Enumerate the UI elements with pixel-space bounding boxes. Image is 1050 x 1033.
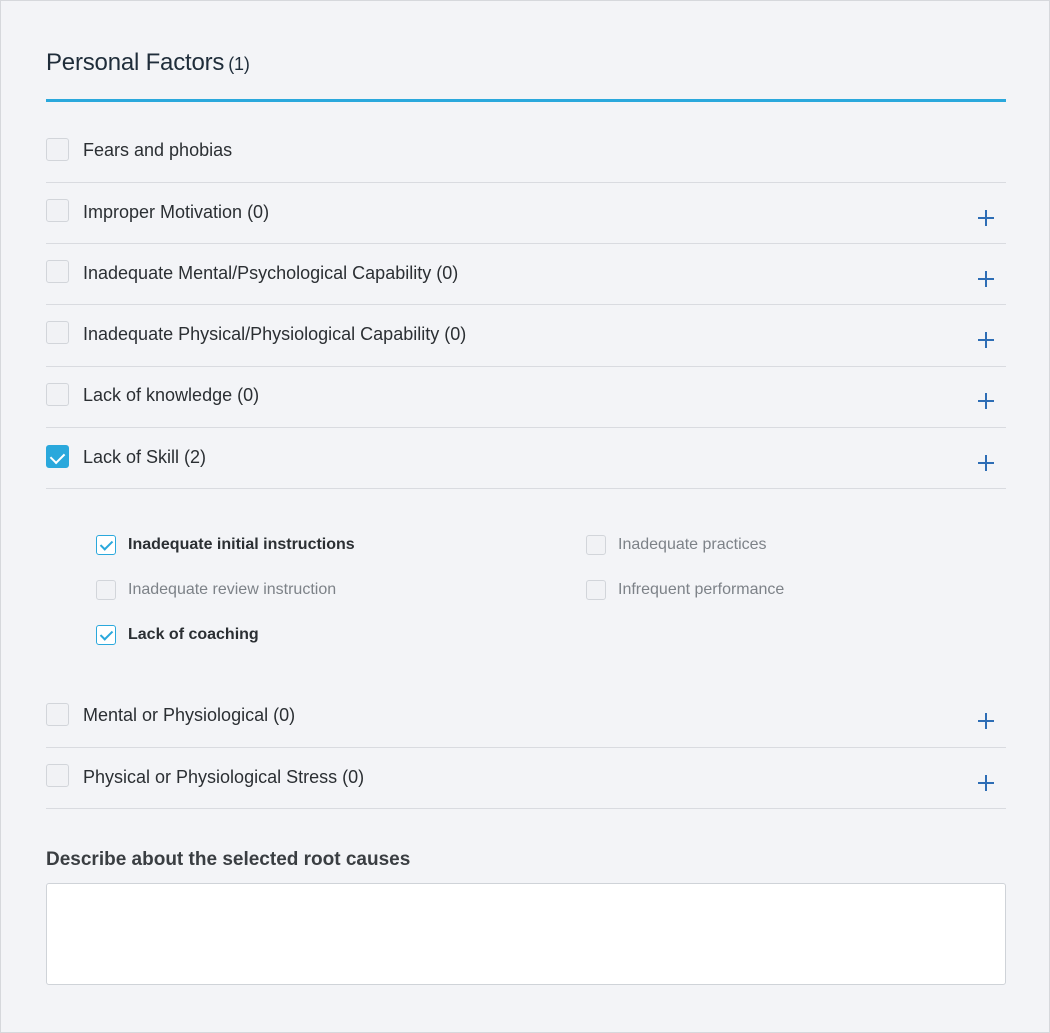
subitem-label: Inadequate initial instructions — [128, 536, 355, 553]
checkmark-icon — [100, 627, 113, 640]
checkbox-checked[interactable] — [96, 625, 116, 645]
description-label: Describe about the selected root causes — [46, 849, 411, 870]
checkbox[interactable] — [46, 703, 69, 726]
checkbox[interactable] — [46, 138, 69, 161]
expand-plus-icon[interactable] — [978, 455, 994, 471]
checkbox[interactable] — [46, 764, 69, 787]
subitem-label: Infrequent performance — [618, 581, 785, 598]
factor-row-mental-physiological[interactable] — [46, 686, 1006, 748]
factor-label: Lack of Skill (2) — [83, 447, 207, 467]
checkmark-icon — [100, 537, 113, 550]
checkbox[interactable] — [46, 199, 69, 222]
checkbox[interactable] — [46, 383, 69, 406]
subitem-label: Inadequate review instruction — [128, 581, 337, 598]
expand-plus-icon[interactable] — [978, 210, 994, 226]
checkbox-checked[interactable] — [46, 445, 69, 468]
subitem-label: Lack of coaching — [128, 626, 259, 643]
section-title: Personal Factors — [46, 49, 225, 76]
checkbox[interactable] — [46, 321, 69, 344]
factor-row-improper-motivation[interactable] — [46, 183, 1006, 244]
factor-label: Lack of knowledge (0) — [83, 385, 260, 405]
checkbox[interactable] — [586, 580, 606, 600]
checkbox[interactable] — [46, 260, 69, 283]
checkbox[interactable] — [96, 580, 116, 600]
description-textarea[interactable] — [46, 883, 1006, 985]
subitem-label: Inadequate practices — [618, 536, 767, 553]
factor-row-fears[interactable] — [46, 121, 1006, 183]
factor-label: Fears and phobias — [83, 140, 233, 160]
factor-row-physical-capability[interactable] — [46, 305, 1006, 367]
section-count: (1) — [228, 54, 250, 74]
header-divider — [46, 99, 1006, 102]
factor-label: Mental or Physiological (0) — [83, 705, 296, 725]
expand-plus-icon[interactable] — [978, 393, 994, 409]
factor-label: Improper Motivation (0) — [83, 202, 270, 222]
expand-plus-icon[interactable] — [978, 271, 994, 287]
factor-label: Physical or Physiological Stress (0) — [83, 767, 365, 787]
factor-row-lack-of-skill[interactable] — [46, 428, 1006, 489]
expand-plus-icon[interactable] — [978, 713, 994, 729]
checkbox[interactable] — [586, 535, 606, 555]
factor-row-lack-of-knowledge[interactable] — [46, 367, 1006, 428]
expand-plus-icon[interactable] — [978, 775, 994, 791]
checkbox-checked[interactable] — [96, 535, 116, 555]
section-header — [46, 49, 1006, 77]
factor-row-physical-stress[interactable] — [46, 748, 1006, 809]
expand-plus-icon[interactable] — [978, 332, 994, 348]
checkmark-icon — [50, 449, 66, 465]
factor-label: Inadequate Physical/Physiological Capability (0) — [83, 324, 467, 344]
factor-label: Inadequate Mental/Psychological Capability (0) — [83, 263, 459, 283]
factor-row-mental-psych-capability[interactable] — [46, 244, 1006, 305]
